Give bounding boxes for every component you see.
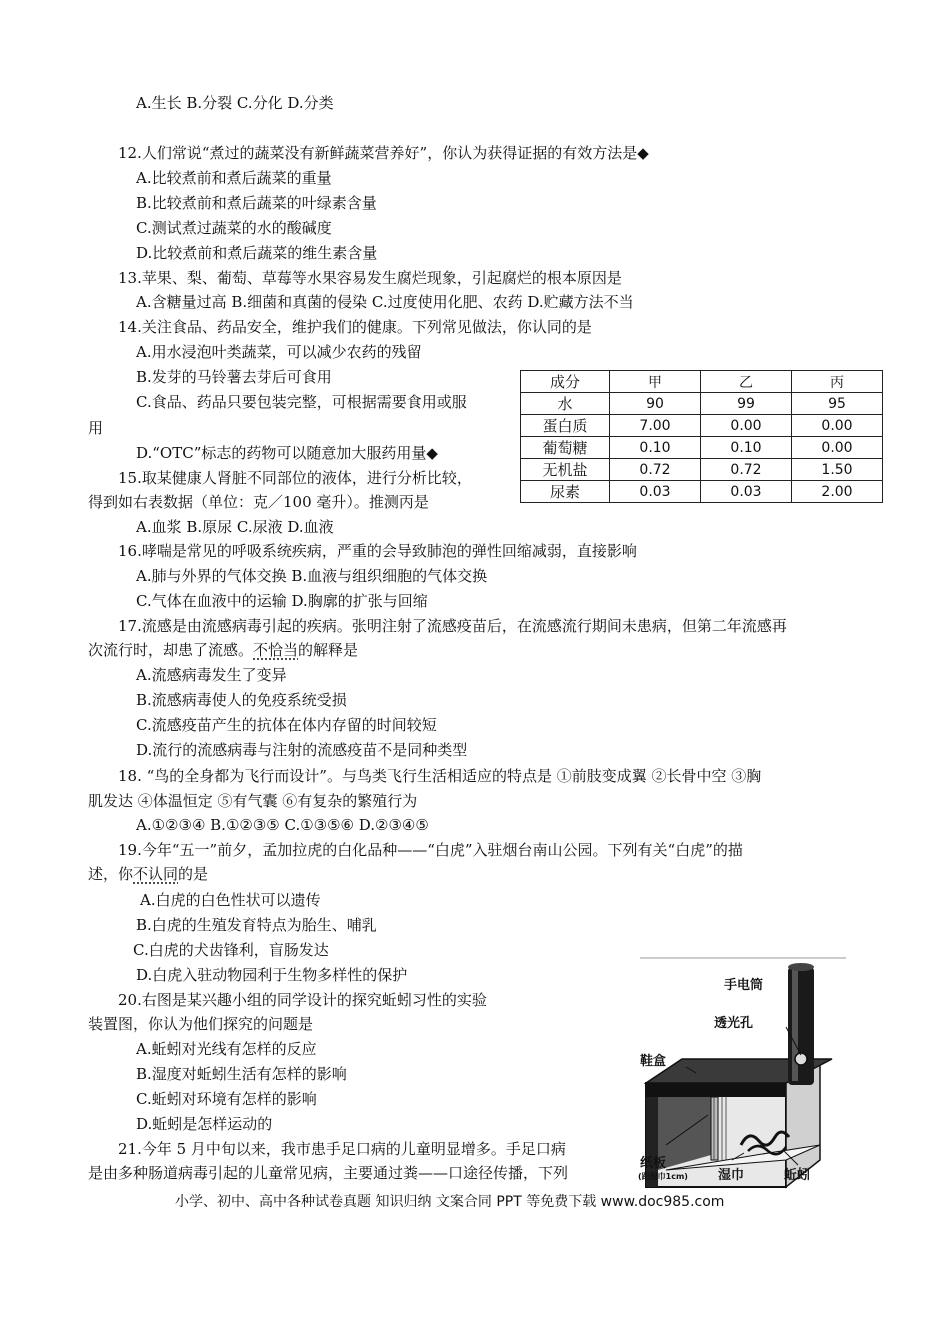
q20-option-a: A.蚯蚓对光线有怎样的反应 (136, 1040, 317, 1058)
q17-option-b: B.流感病毒使人的免疫系统受损 (136, 691, 347, 709)
q19-option-b: B.白虎的生殖发育特点为胎生、哺乳 (136, 916, 377, 934)
q16-options-cd: C.气体在血液中的运输 D.胸廓的扩张与回缩 (136, 592, 428, 610)
q11-options: A.生长 B.分裂 C.分化 D.分类 (136, 94, 334, 112)
q18-stem-line2: 肌发达 ④体温恒定 ⑤有气囊 ⑥有复杂的繁殖行为 (88, 792, 418, 810)
table-row (521, 459, 883, 481)
q12-option-d: D.比较煮前和煮后蔬菜的维生素含量 (136, 244, 378, 262)
q12-option-c: C.测试煮过蔬菜的水的酸碱度 (136, 219, 332, 237)
q21-stem-line2: 是由多种肠道病毒引起的儿童常见病，主要通过粪——口途径传播，下列 (88, 1164, 569, 1182)
q17-option-d: D.流行的流感病毒与注射的流感疫苗不是同种类型 (136, 741, 468, 759)
table-cell: 0.00 (792, 415, 883, 437)
table-cell: 2.00 (792, 481, 883, 503)
table-cell: 0.00 (701, 415, 792, 437)
q12-option-b: B.比较煮前和煮后蔬菜的叶绿素含量 (136, 194, 377, 212)
table-cell: 0.03 (701, 481, 792, 503)
q20-option-b: B.湿度对蚯蚓生活有怎样的影响 (136, 1065, 347, 1083)
table-row (521, 415, 883, 437)
q21-stem-line1: 21.今年 5 月中旬以来，我市患手足口病的儿童明显增多。手足口病 (118, 1140, 566, 1158)
q19-stem-line2: 述，你不认同的是 (88, 865, 209, 883)
table-cell: 99 (701, 393, 792, 415)
table-row (521, 481, 883, 503)
label-earthworm: 蚯蚓 (784, 1168, 811, 1183)
table-cell: 90 (610, 393, 701, 415)
table-cell: 0.00 (792, 437, 883, 459)
q13-stem: 13.苹果、梨、葡萄、草莓等水果容易发生腐烂现象，引起腐烂的根本原因是 (118, 269, 622, 287)
page-footer: 小学、初中、高中各种试卷真题 知识归纳 文案合同 PPT 等免费下载 www.doc985.com (175, 1194, 725, 1210)
q16-stem: 16.哮喘是常见的呼吸系统疾病，严重的会导致肺泡的弹性回缩减弱，直接影响 (118, 542, 637, 560)
q15-options: A.血浆 B.原尿 C.尿液 D.血液 (136, 518, 334, 536)
emphasis-marked-text: 不认同 (133, 865, 179, 883)
q14-stem: 14.关注食品、药品安全，维护我们的健康。下列常见做法，你认同的是 (118, 318, 592, 336)
label-cardboard: 纸板 (640, 1156, 667, 1171)
q18-options: A.①②③④ B.①②③⑤ C.①③⑤⑥ D.②③④⑤ (136, 816, 429, 834)
q18-stem-line1: 18. “鸟的全身都为飞行而设计”。与鸟类飞行生活相适应的特点是 ①前肢变成翼 ②长骨中空 ③胸 (118, 767, 762, 785)
emphasis-marked-text: 不恰当 (253, 641, 299, 659)
table-cell: 水 (521, 393, 610, 415)
table-cell: 1.50 (792, 459, 883, 481)
earthworm-experiment-figure (636, 955, 848, 1195)
q12-stem: 12.人们常说“煮过的蔬菜没有新鲜蔬菜营养好”，你认为获得证据的有效方法是◆ (118, 144, 649, 162)
table-cell: 7.00 (610, 415, 701, 437)
flashlight-icon (788, 967, 814, 1085)
table-header-row (521, 371, 883, 393)
q15-stem-line2: 得到如右表数据（单位：克／100 毫升）。推测丙是 (88, 493, 429, 511)
label-shoe-box: 鞋盒 (640, 1054, 667, 1069)
label-light-hole: 透光孔 (714, 1016, 754, 1031)
table-cell: 葡萄糖 (521, 437, 610, 459)
q19-option-a: A.白虎的白色性状可以遗传 (140, 891, 321, 909)
label-flashlight: 手电筒 (724, 978, 764, 993)
q20-stem-line2: 装置图，你认为他们探究的问题是 (88, 1015, 314, 1033)
lid-front-edge (646, 1083, 786, 1097)
q19-option-c: C.白虎的犬齿锋利，盲肠发达 (133, 941, 329, 959)
table-row (521, 437, 883, 459)
table-cell: 无机盐 (521, 459, 610, 481)
q12-option-a: A.比较煮前和煮后蔬菜的重量 (136, 169, 332, 187)
q17-option-c: C.流感疫苗产生的抗体在体内存留的时间较短 (136, 716, 437, 734)
table-header-cell: 丙 (792, 371, 883, 393)
table-header-cell: 乙 (701, 371, 792, 393)
q14-option-a: A.用水浸泡叶类蔬菜，可以减少农药的残留 (136, 343, 422, 361)
q17-stem-line2: 次流行时，却患了流感。不恰当的解释是 (88, 641, 359, 659)
table-cell: 0.10 (701, 437, 792, 459)
q15-stem-line1: 15.取某健康人肾脏不同部位的液体，进行分析比较， (118, 469, 472, 487)
q14-option-d: D.“OTC”标志的药物可以随意加大服药用量◆ (136, 444, 438, 462)
q14-option-c-wrap: 用 (88, 419, 104, 437)
cardboard-partition (711, 1097, 718, 1160)
kidney-fluid-table (520, 370, 883, 503)
q14-option-c: C.食品、药品只要包装完整，可根据需要食用或服 (136, 393, 467, 411)
table-cell: 0.72 (610, 459, 701, 481)
q17-stem-line1: 17.流感是由流感病毒引起的疾病。张明注射了流感疫苗后，在流感流行期间未患病，但第二年流感再 (118, 617, 787, 635)
q13-options: A.含糖量过高 B.细菌和真菌的侵染 C.过度使用化肥、农药 D.贮藏方法不当 (136, 293, 634, 311)
table-cell: 0.03 (610, 481, 701, 503)
q16-options-ab: A.肺与外界的气体交换 B.血液与组织细胞的气体交换 (136, 567, 488, 585)
q20-option-c: C.蚯蚓对环境有怎样的影响 (136, 1090, 317, 1108)
table-cell: 蛋白质 (521, 415, 610, 437)
table-header-cell: 成分 (521, 371, 610, 393)
table-row (521, 393, 883, 415)
q19-option-d: D.白虎入驻动物园利于生物多样性的保护 (136, 966, 408, 984)
table-cell: 0.72 (701, 459, 792, 481)
table-cell: 尿素 (521, 481, 610, 503)
q20-option-d: D.蚯蚓是怎样运动的 (136, 1115, 273, 1133)
label-wet-towel: 湿巾 (718, 1168, 745, 1183)
label-cardboard-note: (距湿巾1cm) (638, 1172, 688, 1181)
q19-stem-line1: 19.今年“五一”前夕，孟加拉虎的白化品种——“白虎”入驻烟台南山公园。下列有关“白虎”的描 (118, 841, 743, 859)
q17-option-a: A.流感病毒发生了变异 (136, 666, 287, 684)
table-cell: 95 (792, 393, 883, 415)
q14-option-b: B.发芽的马铃薯去芽后可食用 (136, 368, 332, 386)
table-cell: 0.10 (610, 437, 701, 459)
q20-stem-line1: 20.右图是某兴趣小组的同学设计的探究蚯蚓习性的实验 (118, 991, 487, 1009)
table-header-cell: 甲 (610, 371, 701, 393)
